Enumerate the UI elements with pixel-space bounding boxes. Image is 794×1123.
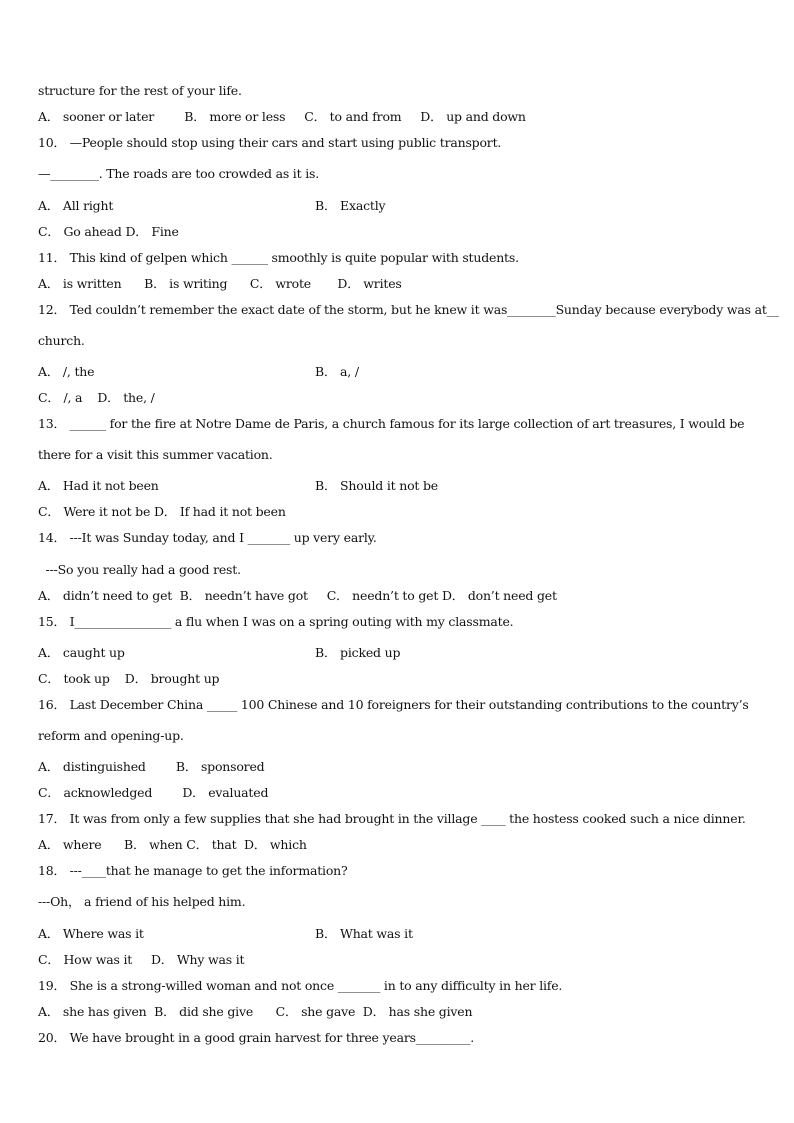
q18-options-cd: C． How was it D． Why was it — [38, 952, 245, 967]
q12-options-cd: C． /, a D． the, / — [38, 390, 155, 405]
q16-stem-continuation: reform and opening-up. — [38, 728, 184, 743]
q15-options-cd: C． took up D． brought up — [38, 671, 220, 686]
q16-options-cd: C． acknowledged D． evaluated — [38, 785, 269, 800]
q16-options-ab: A． distinguished B． sponsored — [38, 759, 265, 774]
q16-stem: 16． Last December China _____ 100 Chinese and 10 foreigners for their outstanding contributions to the country’s — [38, 697, 749, 712]
q12-stem-continuation: church. — [38, 333, 85, 348]
q13-option-b: B． Should it not be — [315, 478, 438, 493]
q14-options: A． didn’t need to get B． needn’t have got C． needn’t to get D． don’t need get — [38, 588, 557, 603]
q18-reply: ---Oh， a friend of his helped him. — [38, 894, 246, 909]
q15-option-b: B． picked up — [315, 645, 401, 660]
q13-options-cd: C． Were it not be D． If had it not been — [38, 504, 286, 519]
q13-stem-continuation: there for a visit this summer vacation. — [38, 447, 273, 462]
q17-stem: 17． It was from only a few supplies that she had brought in the village ____ the hostess cooked such a nice dinner. — [38, 811, 746, 826]
q10-option-b: B． Exactly — [315, 198, 386, 213]
q17-options: A． where B． when C． that D． which — [38, 837, 307, 852]
q9-stem-continuation: structure for the rest of your life. — [38, 83, 242, 98]
q18-option-a: A． Where was it — [38, 926, 144, 941]
q10-option-a: A． All right — [38, 198, 114, 213]
q19-stem: 19． She is a strong-willed woman and not once _______ in to any difficulty in her life. — [38, 978, 563, 993]
q12-option-a: A． /, the — [38, 364, 95, 379]
q11-options: A． is written B． is writing C． wrote D． writes — [38, 276, 402, 291]
q10-reply: —________. The roads are too crowded as it is. — [38, 166, 319, 181]
q10-options-cd: C． Go ahead D． Fine — [38, 224, 179, 239]
q10-stem: 10． —People should stop using their cars and start using public transport. — [38, 135, 502, 150]
q18-option-b: B． What was it — [315, 926, 413, 941]
q20-stem: 20． We have brought in a good grain harvest for three years_________. — [38, 1030, 475, 1045]
q12-stem: 12． Ted couldn’t remember the exact date of the storm, but he knew it was________Sunday because everybody was at__ — [38, 302, 779, 317]
q11-stem: 11． This kind of gelpen which ______ smoothly is quite popular with students. — [38, 250, 519, 265]
q14-stem: 14． ---It was Sunday today, and I _______ up very early. — [38, 530, 377, 545]
q14-reply: ---So you really had a good rest. — [38, 562, 241, 577]
q12-option-b: B． a, / — [315, 364, 359, 379]
q13-option-a: A． Had it not been — [38, 478, 159, 493]
q18-stem: 18． ---____that he manage to get the information? — [38, 863, 348, 878]
q13-stem: 13． ______ for the fire at Notre Dame de Paris, a church famous for its large collection of art treasures, I would be — [38, 416, 745, 431]
q19-options: A． she has given B． did she give C． she gave D． has she given — [38, 1004, 473, 1019]
q15-option-a: A． caught up — [38, 645, 125, 660]
q15-stem: 15． I________________ a flu when I was on a spring outing with my classmate. — [38, 614, 514, 629]
q9-options: A． sooner or later B． more or less C． to and from D． up and down — [38, 109, 526, 124]
